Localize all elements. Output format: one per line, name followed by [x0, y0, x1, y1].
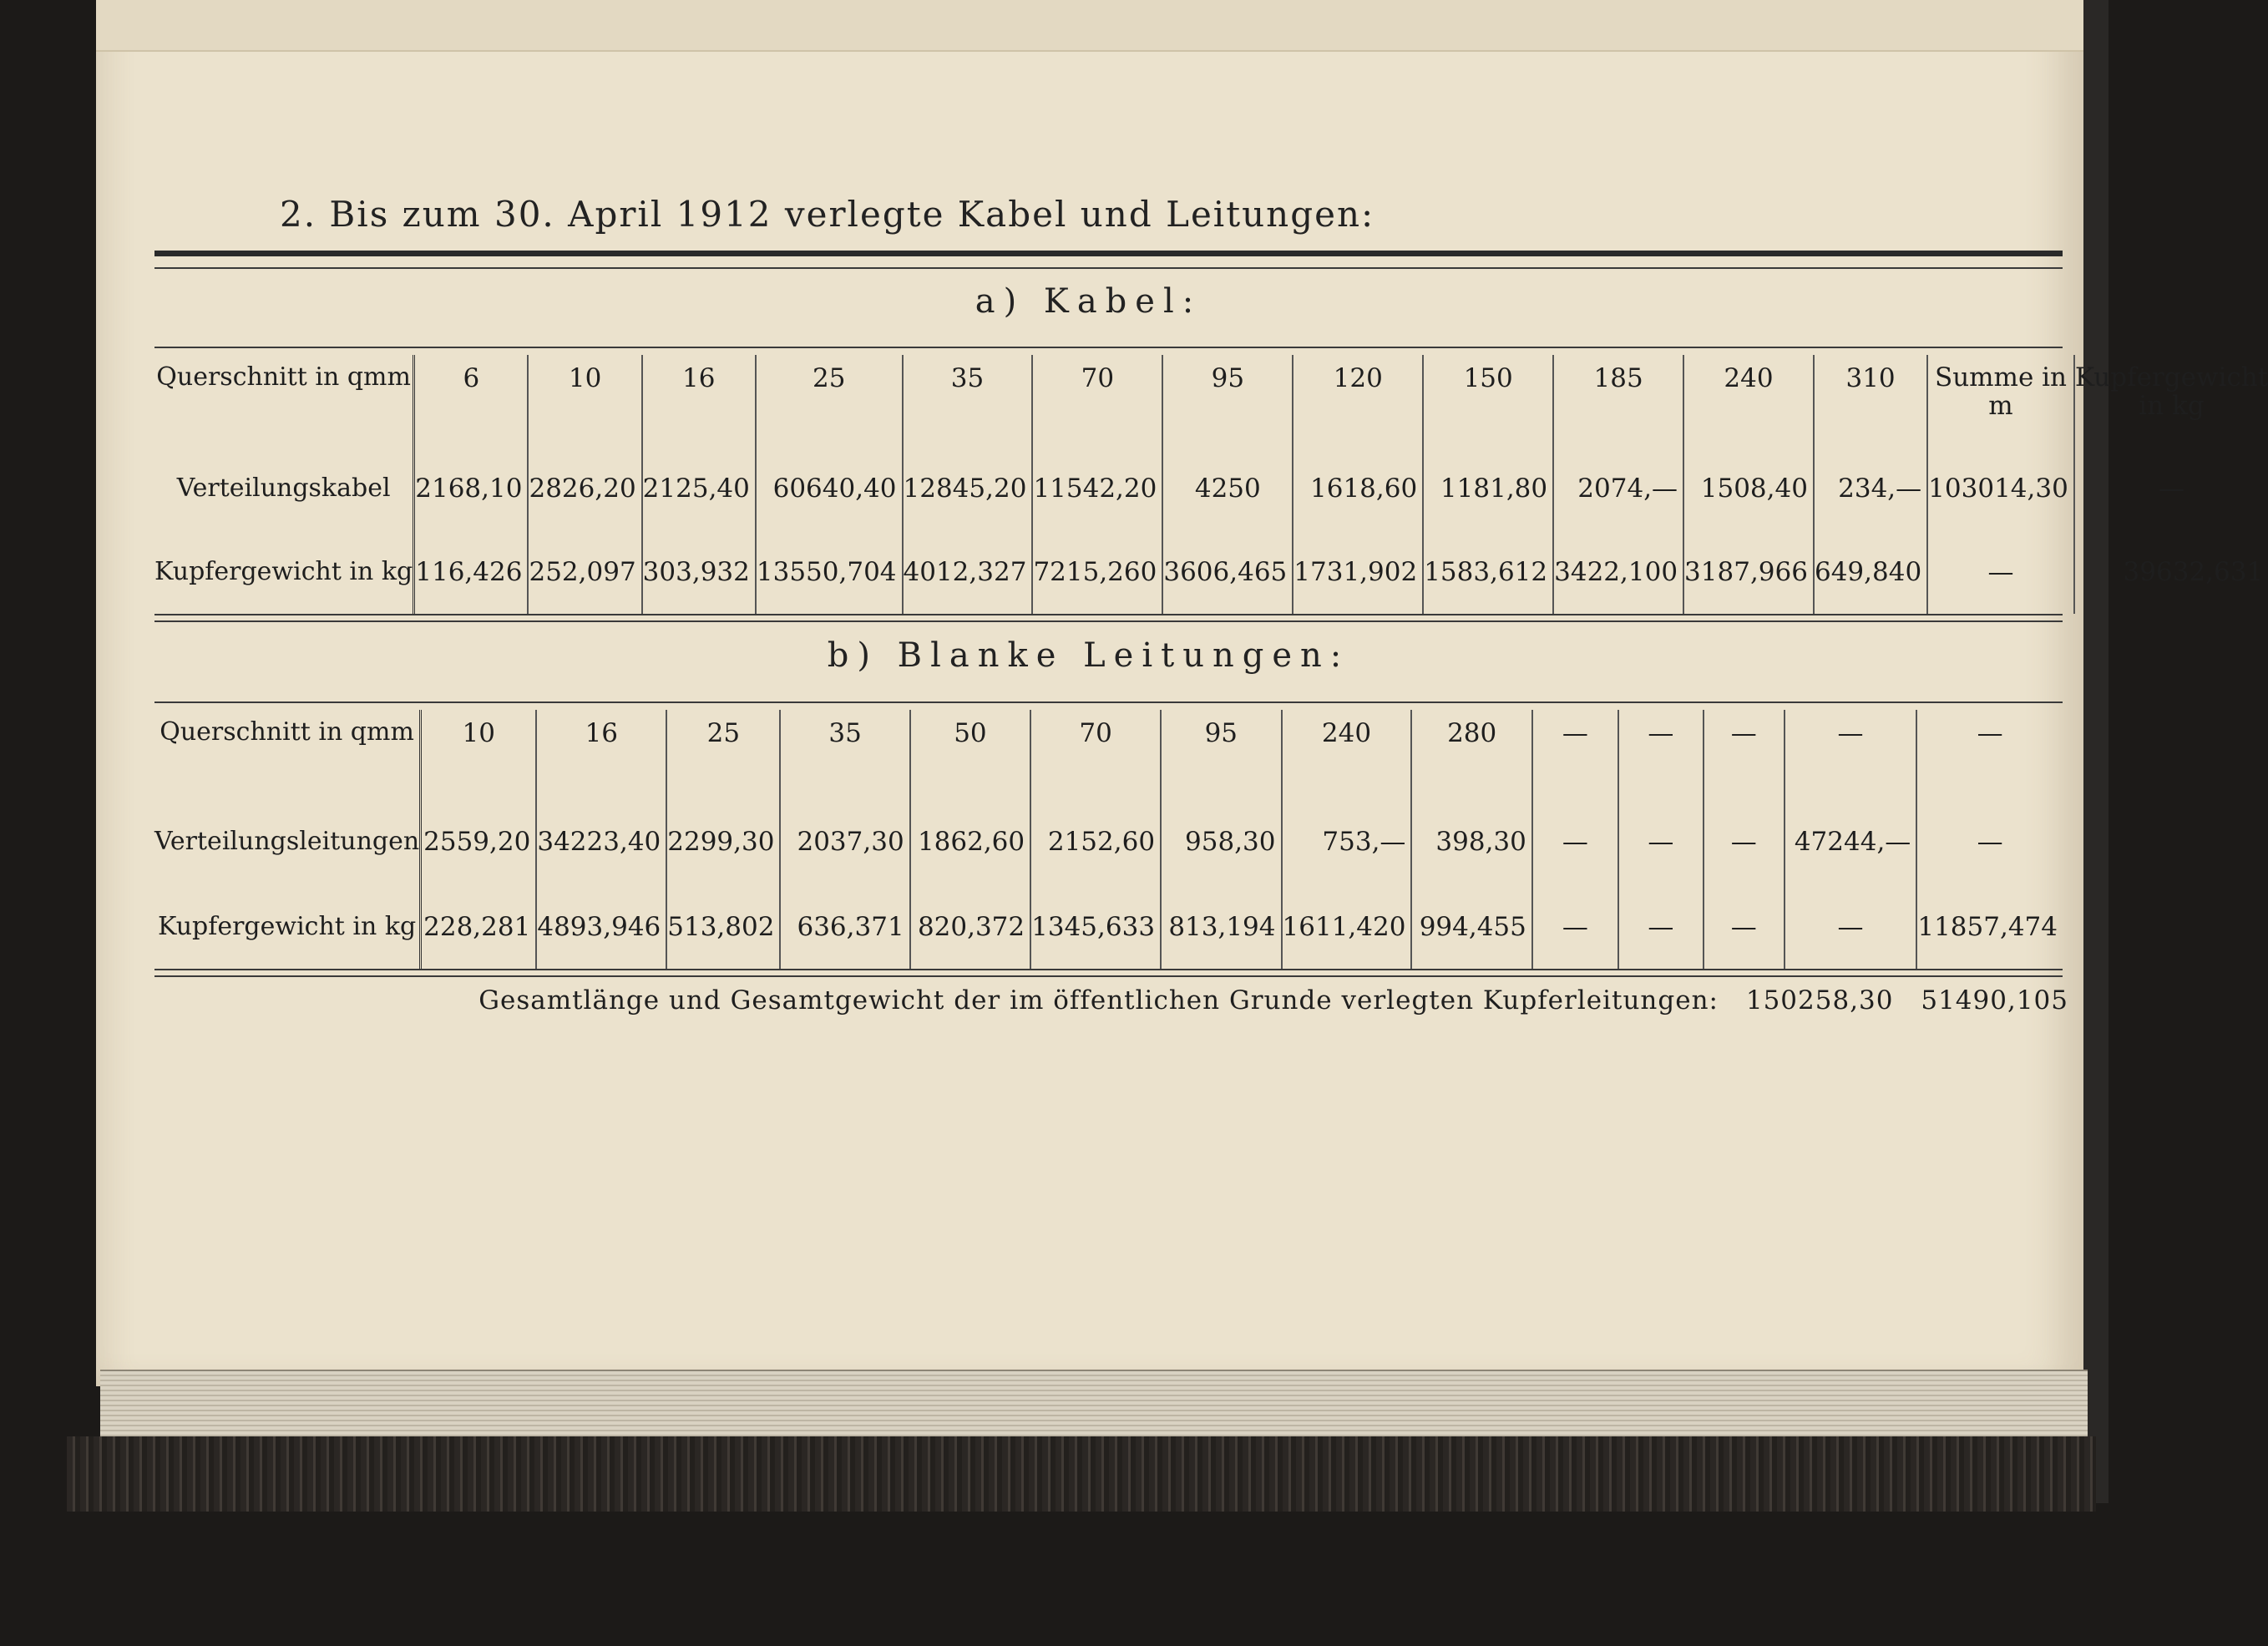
cell: 2168,10 [414, 447, 529, 530]
cell: 1508,40 [1683, 447, 1814, 530]
blanke-row-kupfergewicht [154, 885, 2063, 969]
cell: 994,455 [1411, 885, 1531, 969]
kabel-col: 70 [1032, 355, 1162, 447]
row-label: Verteilungskabel [154, 447, 414, 530]
kabel-col: 120 [1293, 355, 1423, 447]
blanke-title: b) Blanke Leitungen: [827, 636, 1350, 675]
blanke-top-rule [154, 701, 2063, 703]
blanke-header-row [154, 710, 2063, 798]
cell: 252,097 [528, 530, 641, 614]
cell: 12845,20 [903, 447, 1033, 530]
cell: 3606,465 [1162, 530, 1293, 614]
kabel-row-verteilung [154, 447, 2268, 530]
kabel-title: a) Kabel: [975, 282, 1202, 321]
page-block-edge [100, 1370, 2088, 1438]
cell: — [1618, 798, 1704, 885]
kabel-col: 95 [1162, 355, 1293, 447]
blanke-col: 35 [780, 710, 909, 798]
cell: 1345,633 [1030, 885, 1161, 969]
cell: 2074,— [1553, 447, 1683, 530]
kabel-col: 35 [903, 355, 1033, 447]
cell: — [1704, 885, 1785, 969]
kabel-col-summe: Summe in m [1927, 355, 2074, 447]
cell: — [1618, 885, 1704, 969]
cell: — [1532, 885, 1618, 969]
cell: 303,932 [642, 530, 756, 614]
kabel-bottom-rule [154, 614, 2063, 615]
cell: 513,802 [666, 885, 780, 969]
blanke-table [154, 710, 2063, 969]
cell: 1618,60 [1293, 447, 1423, 530]
cell: 60640,40 [756, 447, 903, 530]
cell: 958,30 [1161, 798, 1281, 885]
cell: 1181,80 [1423, 447, 1553, 530]
cell: 13550,704 [756, 530, 903, 614]
kabel-col: 25 [756, 355, 903, 447]
cell: 2826,20 [528, 447, 641, 530]
cell: — [2074, 447, 2268, 530]
kabel-col-kupfergewicht: Kupfergewicht in kg [2074, 355, 2268, 447]
cell: 1862,60 [910, 798, 1030, 885]
cell: 228,281 [421, 885, 537, 969]
kabel-col: 6 [414, 355, 529, 447]
cell: 4893,946 [536, 885, 666, 969]
total-weight: 51490,105 [1921, 985, 2068, 1015]
kabel-table [154, 355, 2268, 614]
kabel-col: 185 [1553, 355, 1683, 447]
book-cover-bottom [67, 1436, 2096, 1512]
blanke-col: 280 [1411, 710, 1531, 798]
total-line [460, 985, 2068, 1015]
total-label: Gesamtlänge und Gesamtgewicht der im öffentlichen Grunde verlegten Kupferleitungen: [478, 985, 1719, 1015]
cell: 39632,631 [2074, 530, 2268, 614]
blanke-col: — [1785, 710, 1917, 798]
blanke-col: 240 [1282, 710, 1412, 798]
cell: 34223,40 [536, 798, 666, 885]
kabel-col: 310 [1814, 355, 1927, 447]
cell: 103014,30 [1927, 447, 2074, 530]
cell: 4012,327 [903, 530, 1033, 614]
cell: — [1916, 798, 2063, 885]
cell: 2125,40 [642, 447, 756, 530]
blanke-col: 95 [1161, 710, 1281, 798]
blanke-col: 16 [536, 710, 666, 798]
kabel-header-row [154, 355, 2268, 447]
cell: 753,— [1282, 798, 1412, 885]
cell: — [1704, 798, 1785, 885]
blanke-col: 25 [666, 710, 780, 798]
cell: — [1927, 530, 2074, 614]
kabel-col: 240 [1683, 355, 1814, 447]
row-label: Kupfergewicht in kg [154, 530, 414, 614]
kabel-col: 10 [528, 355, 641, 447]
kabel-header-label: Querschnitt in qmm [154, 355, 414, 447]
kabel-bottom-rule-2 [154, 620, 2063, 622]
cell: 2037,30 [780, 798, 909, 885]
cell: 1583,612 [1423, 530, 1553, 614]
kabel-col: 16 [642, 355, 756, 447]
kabel-top-rule [154, 347, 2063, 348]
row-label: Kupfergewicht in kg [154, 885, 421, 969]
cell: 813,194 [1161, 885, 1281, 969]
cell: 3422,100 [1553, 530, 1683, 614]
heading-rule [154, 251, 2063, 256]
total-length: 150258,30 [1745, 985, 1894, 1015]
cell: 398,30 [1411, 798, 1531, 885]
blanke-col: 70 [1030, 710, 1161, 798]
cell: 2299,30 [666, 798, 780, 885]
blanke-bottom-rule-2 [154, 975, 2063, 977]
row-label: Verteilungsleitungen [154, 798, 421, 885]
previous-page-edge [96, 0, 2083, 52]
cell: 3187,966 [1683, 530, 1814, 614]
cell: 11542,20 [1032, 447, 1162, 530]
cell: 7215,260 [1032, 530, 1162, 614]
blanke-col: 50 [910, 710, 1030, 798]
blanke-col: — [1916, 710, 2063, 798]
blanke-col: — [1704, 710, 1785, 798]
book-cover-right [2083, 0, 2109, 1503]
cell: 649,840 [1814, 530, 1927, 614]
cell: 2152,60 [1030, 798, 1161, 885]
blanke-col: — [1532, 710, 1618, 798]
kabel-row-kupfergewicht [154, 530, 2268, 614]
cell: — [1532, 798, 1618, 885]
cell: 2559,20 [421, 798, 537, 885]
cell: 1611,420 [1282, 885, 1412, 969]
cell: 636,371 [780, 885, 909, 969]
cell: — [1785, 885, 1917, 969]
kabel-col: 150 [1423, 355, 1553, 447]
cell: 47244,— [1785, 798, 1917, 885]
blanke-row-verteilung [154, 798, 2063, 885]
blanke-header-label: Querschnitt in qmm [154, 710, 421, 798]
page-heading: 2. Bis zum 30. April 1912 verlegte Kabel und Leitungen: [280, 194, 1375, 235]
cell: 1731,902 [1293, 530, 1423, 614]
blanke-col: 10 [421, 710, 537, 798]
cell: 820,372 [910, 885, 1030, 969]
cell: 11857,474 [1916, 885, 2063, 969]
cell: 4250 [1162, 447, 1293, 530]
cell: 234,— [1814, 447, 1927, 530]
blanke-col: — [1618, 710, 1704, 798]
heading-rule-thin [154, 267, 2063, 269]
blanke-bottom-rule [154, 969, 2063, 970]
cell: 116,426 [414, 530, 529, 614]
